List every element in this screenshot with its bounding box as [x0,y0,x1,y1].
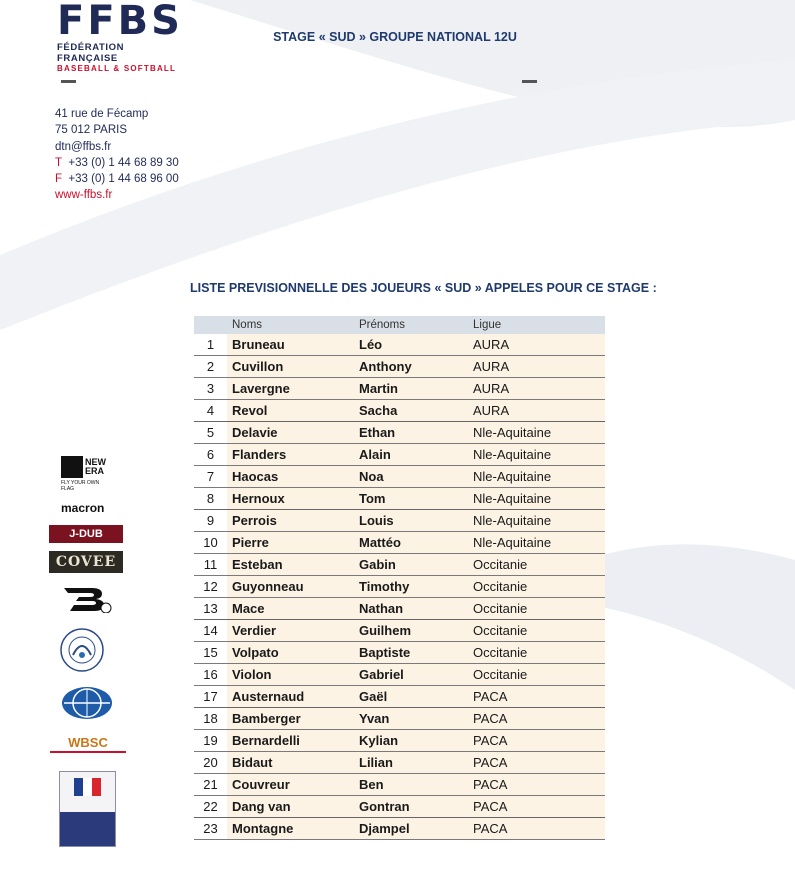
table-row [194,378,605,400]
player-last-name: Hernoux [227,488,354,510]
player-first-name: Ben [354,774,468,796]
player-last-name: Violon [227,664,354,686]
player-first-name: Léo [354,334,468,356]
player-last-name: Pierre [227,532,354,554]
row-number: 23 [194,818,227,840]
table-row [194,642,605,664]
row-number: 3 [194,378,227,400]
address-block [55,106,179,204]
address-fax [55,171,179,187]
ministry-bottom [60,812,115,846]
player-last-name: Bruneau [227,334,354,356]
row-number: 5 [194,422,227,444]
column-header-prenoms: Prénoms [354,316,468,334]
row-number: 1 [194,334,227,356]
player-league: Nle-Aquitaine [468,466,605,488]
player-last-name: Guyonneau [227,576,354,598]
player-first-name: Alain [354,444,468,466]
row-number: 17 [194,686,227,708]
table-row [194,400,605,422]
row-number: 18 [194,708,227,730]
player-last-name: Bidaut [227,752,354,774]
row-number: 19 [194,730,227,752]
row-number: 10 [194,532,227,554]
player-first-name: Timothy [354,576,468,598]
row-number: 4 [194,400,227,422]
table-row [194,664,605,686]
player-first-name: Lilian [354,752,468,774]
player-league: Occitanie [468,554,605,576]
table-row [194,444,605,466]
player-first-name: Yvan [354,708,468,730]
player-league: Nle-Aquitaine [468,510,605,532]
player-league: PACA [468,708,605,730]
address-street: 41 rue de Fécamp [55,108,149,120]
player-league: PACA [468,796,605,818]
player-last-name: Perrois [227,510,354,532]
address-phone [55,155,179,171]
player-last-name: Revol [227,400,354,422]
player-last-name: Montagne [227,818,354,840]
player-last-name: Bernardelli [227,730,354,752]
player-table [194,316,605,840]
player-league: AURA [468,334,605,356]
player-league: Nle-Aquitaine [468,488,605,510]
table-row [194,752,605,774]
table-row [194,554,605,576]
player-league: Nle-Aquitaine [468,422,605,444]
player-league: Occitanie [468,598,605,620]
row-number: 12 [194,576,227,598]
table-row [194,620,605,642]
phone-prefix: T [55,156,63,169]
table-row [194,686,605,708]
player-first-name: Djampel [354,818,468,840]
table-row [194,488,605,510]
wbsc-logo [50,735,126,757]
column-header-noms: Noms [227,316,354,334]
player-first-name: Guilhem [354,620,468,642]
table-body [194,334,605,840]
wbsc-text: WBSC [68,735,108,750]
macron-logo: macron [61,501,105,515]
table-row [194,334,605,356]
row-number: 13 [194,598,227,620]
row-number: 9 [194,510,227,532]
row-number: 15 [194,642,227,664]
player-first-name: Tom [354,488,468,510]
newera-name: NEW ERA [85,457,106,476]
player-last-name: Flanders [227,444,354,466]
address-city: 75 012 PARIS [55,124,128,137]
player-league: Nle-Aquitaine [468,444,605,466]
jdub-logo: J-DUB [49,525,123,543]
player-league: Nle-Aquitaine [468,532,605,554]
player-league: PACA [468,818,605,840]
player-first-name: Kylian [354,730,468,752]
player-first-name: Gabin [354,554,468,576]
list-title: LISTE PREVISIONNELLE DES JOUEURS « SUD » APPELES POUR CE STAGE : [190,281,657,295]
federation-emblem-icon [60,684,114,722]
player-league: PACA [468,774,605,796]
row-number: 7 [194,466,227,488]
b45-logo [62,585,112,613]
player-league: AURA [468,400,605,422]
university-seal-icon [59,627,105,673]
player-last-name: Cuvillon [227,356,354,378]
player-league: Occitanie [468,576,605,598]
table-row [194,730,605,752]
row-number: 22 [194,796,227,818]
newera-tagline: FLY YOUR OWN FLAG [61,480,100,492]
divider-dash-right [522,80,537,83]
table-row [194,356,605,378]
player-last-name: Austernaud [227,686,354,708]
column-header-number [194,316,227,334]
fax-prefix: F [55,173,63,186]
ffbs-logo [57,2,187,73]
divider-dash-left [61,80,76,83]
address-website[interactable]: www-ffbs.fr [55,189,113,202]
player-last-name: Haocas [227,466,354,488]
player-league: PACA [468,686,605,708]
address-email[interactable]: dtn@ffbs.fr [55,140,112,153]
row-number: 14 [194,620,227,642]
player-last-name: Esteban [227,554,354,576]
ministry-logo [59,771,116,847]
player-first-name: Louis [354,510,468,532]
player-last-name: Volpato [227,642,354,664]
player-league: AURA [468,356,605,378]
table-row [194,818,605,840]
player-first-name: Anthony [354,356,468,378]
player-last-name: Bamberger [227,708,354,730]
row-number: 21 [194,774,227,796]
player-first-name: Noa [354,466,468,488]
logo-line1: FÉDÉRATION FRANÇAISE [57,42,125,64]
table-row [194,466,605,488]
logo-mark: FFBS [57,0,183,44]
player-first-name: Sacha [354,400,468,422]
player-league: Occitanie [468,620,605,642]
player-first-name: Mattéo [354,532,468,554]
player-first-name: Martin [354,378,468,400]
newera-mark [61,456,83,478]
row-number: 16 [194,664,227,686]
table-row [194,532,605,554]
table-row [194,510,605,532]
fax-number: +33 (0) 1 44 68 96 00 [68,173,179,186]
player-league: Occitanie [468,642,605,664]
player-first-name: Ethan [354,422,468,444]
newera-logo [61,456,111,492]
player-first-name: Gaël [354,686,468,708]
table-row [194,708,605,730]
table-row [194,598,605,620]
row-number: 20 [194,752,227,774]
player-league: AURA [468,378,605,400]
player-last-name: Delavie [227,422,354,444]
row-number: 2 [194,356,227,378]
ministry-top [60,772,115,812]
player-league: PACA [468,752,605,774]
row-number: 6 [194,444,227,466]
covee-logo: COVEE [49,551,123,573]
player-first-name: Gabriel [354,664,468,686]
french-flag-icon [74,778,101,796]
player-last-name: Dang van [227,796,354,818]
phone-number: +33 (0) 1 44 68 89 30 [68,156,179,169]
player-league: Occitanie [468,664,605,686]
player-first-name: Gontran [354,796,468,818]
player-last-name: Mace [227,598,354,620]
table-row [194,774,605,796]
player-last-name: Verdier [227,620,354,642]
player-last-name: Couvreur [227,774,354,796]
row-number: 8 [194,488,227,510]
player-first-name: Nathan [354,598,468,620]
row-number: 11 [194,554,227,576]
column-header-ligue: Ligue [468,316,605,334]
player-last-name: Lavergne [227,378,354,400]
player-first-name: Baptiste [354,642,468,664]
table-row [194,796,605,818]
page-title: STAGE « SUD » GROUPE NATIONAL 12U [273,30,517,44]
player-league: PACA [468,730,605,752]
logo-line2: BASEBALL & SOFTBALL [57,64,177,73]
table-header-row [194,316,605,334]
wbsc-bar [50,751,126,753]
table-row [194,422,605,444]
table-row [194,576,605,598]
